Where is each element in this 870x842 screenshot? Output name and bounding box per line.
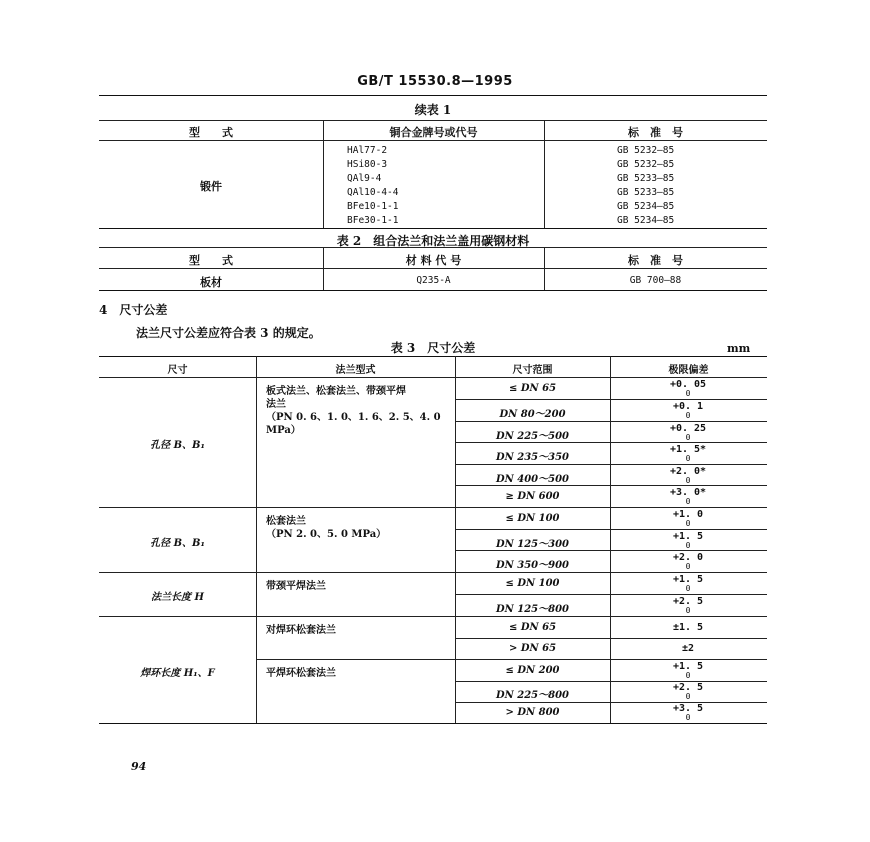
table1-caption: 续表 1: [414, 103, 452, 117]
table3-row-separator: [455, 442, 767, 443]
tolerance-upper: +2. 0*: [669, 466, 707, 477]
table1-standard: GB 5232—85: [617, 145, 675, 156]
table3-row-separator: [455, 485, 767, 486]
table1-standard: GB 5234—85: [617, 201, 675, 212]
table3-type-line: （PN 2. 0、5. 0 MPa）: [266, 529, 387, 540]
table3-group-separator: [99, 507, 767, 508]
tolerance-upper: +2. 5: [672, 682, 704, 693]
table3-tolerance-cell: [658, 575, 718, 593]
table1-bottom-rule: [99, 228, 767, 229]
table2-cell-standard: GB 700—88: [629, 275, 682, 286]
table3-tolerance-cell: [658, 510, 718, 528]
table3-range-cell: DN 80～200: [499, 409, 566, 420]
page-number: 94: [131, 760, 147, 773]
table3-type-line: 松套法兰: [266, 516, 306, 527]
tolerance-lower: 0: [685, 713, 691, 722]
table3-dim-cell: 孔径 B、B₁: [150, 538, 205, 549]
table3-group-separator: [99, 616, 767, 617]
table1-grade: BFe10-1-1: [347, 201, 399, 212]
table3-range-cell: DN 400～500: [495, 474, 570, 485]
tolerance-lower: 0: [685, 606, 691, 615]
table3-col-divider-3: [610, 356, 611, 723]
table3-range-cell: ≤ DN 200: [505, 665, 560, 676]
table3-row-separator: [455, 464, 767, 465]
tolerance-upper: +1. 5: [672, 574, 704, 585]
table3-tolerance-cell: [658, 623, 718, 632]
tolerance-upper: +0. 1: [672, 401, 704, 412]
table2-header-standard: 标 准 号: [628, 254, 683, 267]
table3-row-separator: [455, 421, 767, 422]
table3-dim-cell: 法兰长度 H: [151, 592, 204, 603]
table3-range-cell: DN 235～350: [495, 452, 570, 463]
table3-type-line: 带颈平焊法兰: [266, 581, 326, 592]
table3-header-bottom: [99, 377, 767, 378]
table2-header-code: 材 料 代 号: [405, 254, 462, 267]
table3-range-cell: DN 225～800: [495, 690, 570, 701]
tolerance-lower: 0: [685, 562, 691, 571]
table3-dim-cell: 孔径 B、B₁: [150, 440, 205, 451]
table3-dim-cell: 焊环长度 H₁、F: [140, 668, 215, 679]
table3-bottom-rule: [99, 723, 767, 724]
table3-type-line: MPa）: [266, 425, 301, 436]
table3-row-separator: [455, 702, 767, 703]
tolerance-lower: 0: [685, 389, 691, 398]
tolerance-lower: 0: [685, 433, 691, 442]
table1-grade: HAl77-2: [347, 145, 388, 156]
table3-range-cell: > DN 800: [505, 707, 560, 718]
table2-caption: 表 2 组合法兰和法兰盖用碳钢材料: [336, 234, 530, 248]
tolerance-upper: +3. 0*: [669, 487, 707, 498]
table1-standard: GB 5234—85: [617, 215, 675, 226]
table1-header-standard: 标 准 号: [628, 126, 683, 139]
table3-tolerance-cell: [658, 597, 718, 615]
table1-header-bottom: [99, 140, 767, 141]
tolerance-upper: +1. 5: [672, 661, 704, 672]
table3-range-cell: ≤ DN 100: [505, 513, 560, 524]
table3-range-cell: DN 225～500: [495, 431, 570, 442]
table3-range-cell: ≤ DN 65: [508, 383, 557, 394]
table3-type-line: 平焊环松套法兰: [266, 668, 336, 679]
table3-header-range: 尺寸范围: [512, 365, 553, 376]
tolerance-lower: 0: [685, 671, 691, 680]
tolerance-upper: ±1. 5: [672, 622, 704, 633]
table1-header-top: [99, 120, 767, 121]
tolerance-lower: 0: [685, 411, 691, 420]
table1-standard: GB 5233—85: [617, 187, 675, 198]
table3-range-cell: > DN 65: [508, 643, 557, 654]
table3-row-separator: [455, 681, 767, 682]
document-code: GB/T 15530.8—1995: [357, 74, 513, 89]
tolerance-lower: 0: [685, 584, 691, 593]
table3-tolerance-cell: [658, 402, 718, 420]
table3-tolerance-cell: [658, 424, 718, 442]
table1-grade: QAl9-4: [347, 173, 382, 184]
table3-tolerance-cell: [658, 704, 718, 722]
table3-col-divider-1: [256, 356, 257, 723]
tolerance-upper: +2. 0: [672, 552, 704, 563]
table1-row-type: 锻件: [200, 180, 222, 193]
table3-group-separator: [99, 572, 767, 573]
table3-type-line: 板式法兰、松套法兰、带颈平焊: [266, 386, 406, 397]
table3-range-cell: ≥ DN 600: [505, 491, 560, 502]
table2-header-bottom: [99, 268, 767, 269]
table1-header-type: 型 式: [189, 126, 233, 139]
table3-row-separator: [455, 594, 767, 595]
table3-tolerance-cell: [658, 662, 718, 680]
table1-standard: GB 5233—85: [617, 173, 675, 184]
table3-tolerance-cell: [658, 488, 718, 506]
table2-cell-type: 板材: [200, 276, 222, 289]
table3-subtype-separator: [256, 659, 767, 660]
section-heading: 4 尺寸公差: [99, 303, 168, 317]
table2-cell-code: Q235-A: [416, 275, 451, 286]
table2-bottom-rule: [99, 290, 767, 291]
table1-grade: QAl10-4-4: [347, 187, 399, 198]
table2-header-type: 型 式: [189, 254, 233, 267]
table3-unit: mm: [727, 342, 751, 355]
tolerance-upper: +3. 5: [672, 703, 704, 714]
table3-range-cell: DN 125～300: [495, 539, 570, 550]
tolerance-lower: 0: [685, 692, 691, 701]
table1-grade: HSi80-3: [347, 159, 388, 170]
table3-type-line: 对焊环松套法兰: [266, 625, 336, 636]
tolerance-upper: +1. 5: [672, 531, 704, 542]
table2-header-top: [99, 247, 767, 248]
table3-range-cell: ≤ DN 65: [508, 622, 557, 633]
table3-tolerance-cell: [658, 553, 718, 571]
table3-range-cell: ≤ DN 100: [505, 578, 560, 589]
table3-range-cell: DN 350～900: [495, 560, 570, 571]
table3-tolerance-cell: [658, 445, 718, 463]
table1-grade: BFe30-1-1: [347, 215, 399, 226]
table3-range-cell: DN 125～800: [495, 604, 570, 615]
table3-tolerance-cell: [658, 644, 718, 653]
table3-tolerance-cell: [658, 532, 718, 550]
table3-type-line: 法兰: [266, 399, 286, 410]
table3-tolerance-cell: [658, 683, 718, 701]
table3-tolerance-cell: [658, 380, 718, 398]
table3-header-type: 法兰型式: [335, 365, 376, 376]
tolerance-lower: 0: [685, 476, 691, 485]
tolerance-upper: +0. 25: [669, 423, 707, 434]
tolerance-lower: 0: [685, 497, 691, 506]
table3-top-rule: [99, 356, 767, 357]
table3-type-line: （PN 0. 6、1. 0、1. 6、2. 5、4. 0: [266, 412, 441, 423]
tolerance-lower: 0: [685, 519, 691, 528]
tolerance-lower: 0: [685, 454, 691, 463]
table3-header-dim: 尺寸: [167, 365, 188, 376]
table3-header-tolerance: 极限偏差: [668, 365, 709, 376]
table3-caption: 表 3 尺寸公差: [390, 341, 476, 355]
table1-standard: GB 5232—85: [617, 159, 675, 170]
tolerance-lower: 0: [685, 541, 691, 550]
table3-row-separator: [455, 399, 767, 400]
table1-header-grade: 铜合金牌号或代号: [389, 126, 478, 139]
table3-row-separator: [455, 638, 767, 639]
tolerance-upper: +1. 5*: [669, 444, 707, 455]
tolerance-upper: +2. 5: [672, 596, 704, 607]
table3-row-separator: [455, 550, 767, 551]
section-paragraph: 法兰尺寸公差应符合表 3 的规定。: [136, 326, 321, 340]
tolerance-upper: +1. 0: [672, 509, 704, 520]
table3-row-separator: [455, 529, 767, 530]
tolerance-upper: +0. 05: [669, 379, 707, 390]
tolerance-upper: ±2: [681, 643, 695, 654]
table3-tolerance-cell: [658, 467, 718, 485]
table1-top-rule: [99, 95, 767, 96]
